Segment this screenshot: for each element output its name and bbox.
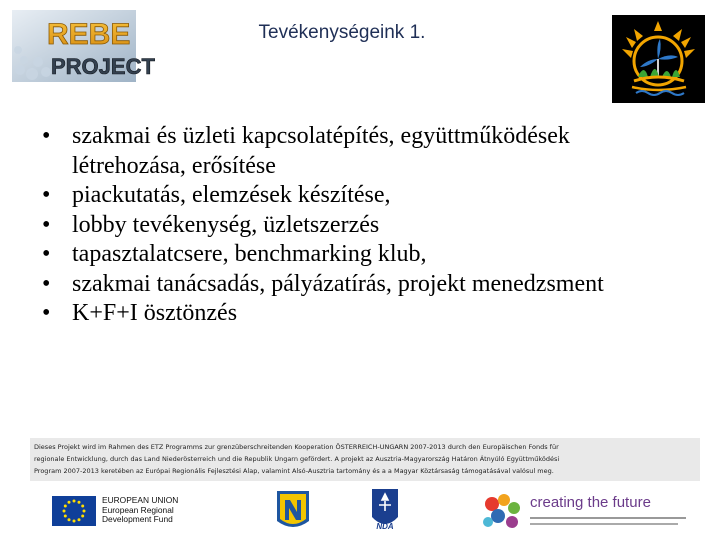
bullet-icon: • <box>42 182 51 208</box>
eu-logo-line: Development Fund <box>102 514 173 524</box>
list-item <box>40 211 680 241</box>
bullet-icon: • <box>42 241 51 267</box>
funding-disclaimer <box>30 438 700 481</box>
list-item <box>40 299 680 329</box>
eu-logo-line: EUROPEAN UNION <box>102 495 179 505</box>
bullet-icon: • <box>42 270 51 297</box>
bullet-icon: • <box>42 123 51 149</box>
disclaimer-line: Dieses Projekt wird im Rahmen des ETZ Programms zur grenzüberschreitenden Kooperation ÖSTERREICH-UNGARN 2007-2013 durch den Europäischen Fonds für <box>34 443 559 451</box>
bullet-icon: • <box>42 300 51 326</box>
list-item-text: szakmai és üzleti kapcsolatépítés, együttműködések létrehozása, erősítése <box>72 123 570 179</box>
sun-wind-energy-icon <box>612 15 705 103</box>
list-item-text: tapasztalatcsere, benchmarking klub, <box>72 241 427 267</box>
list-item-text: piackutatás, elemzések készítése, <box>72 182 391 208</box>
ctf-title: creating the future <box>530 494 651 511</box>
ctf-subtext-lines <box>530 515 690 529</box>
eu-logo-line: European Regional <box>102 504 174 515</box>
creating-the-future-logo <box>480 492 690 532</box>
activity-list <box>40 122 680 329</box>
eu-logo-text <box>102 496 178 525</box>
list-item-text: szakmai tanácsadás, pályázatírás, projekt menedzsment <box>72 270 604 297</box>
bullet-icon: • <box>42 211 51 238</box>
rebe-project-logo <box>12 10 155 82</box>
niederosterreich-logo <box>276 490 310 532</box>
nda-logo <box>370 487 400 533</box>
eu-erdf-logo <box>52 496 192 528</box>
list-item <box>40 240 680 270</box>
list-item-text: lobby tevékenység, üzletszerzés <box>72 211 380 238</box>
list-item <box>40 270 680 300</box>
disclaimer-line: regionale Entwicklung, durch das Land Niederösterreich und die Republik Ungarn gefördert. A projekt az Ausztria-Magyarország Határon Átnyúló Együttműködési <box>34 455 560 463</box>
list-item-text: K+F+I ösztönzés <box>72 300 238 326</box>
eu-flag-icon <box>52 496 96 526</box>
disclaimer-line: Program 2007-2013 keretében az Európai Regionális Fejlesztési Alap, valamint Alsó-Ausztria tartomány és a a Magyar Köztársaság támogatásával valósul meg. <box>34 467 554 475</box>
nda-logo-text: NDA <box>376 522 394 531</box>
svg-text:REBE: REBE <box>47 18 131 51</box>
page-title: Tevékenységeink 1. <box>258 22 426 43</box>
ctf-emblem-icon <box>480 492 526 532</box>
list-item <box>40 181 680 211</box>
list-item <box>40 122 680 181</box>
rebe-logo-project-text: PROJECT <box>51 54 155 79</box>
